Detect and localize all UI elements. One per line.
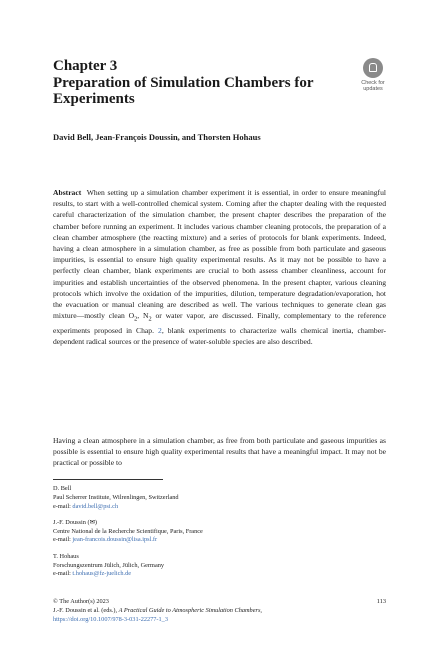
footnote-divider <box>53 479 163 480</box>
check-for-updates-icon <box>363 58 383 78</box>
chapter-ref-link[interactable]: 2 <box>158 325 162 335</box>
email-label: e-mail: <box>53 536 71 544</box>
affiliation-hohaus <box>53 553 386 579</box>
affiliation-name: T. Hohaus <box>53 552 79 560</box>
affiliation-institution: Paul Scherrer Institute, Wilrenlingen, Switzerland <box>53 493 179 501</box>
badge-line-1: Check for <box>361 80 385 86</box>
body-paragraph: Having a clean atmosphere in a simulation chamber, as free from both particulate and gaseous impurities as possible is essential to ensure high quality experimental results that have a meaningful impact. It may not be practical or possible to <box>53 436 386 468</box>
affiliation-institution: Forschungszentrum Jülich, Jülich, Germany <box>53 561 165 569</box>
doi-link[interactable]: https://doi.org/10.1007/978-3-031-22277-1_3 <box>53 615 168 623</box>
abstract-text-2: or water vapor, are discussed. Finally, complementary to the reference experiments proposed in Chap. <box>53 311 387 335</box>
affiliation-institution: Centre National de la Recherche Scientifique, Paris, France <box>53 527 203 535</box>
check-for-updates-badge[interactable] <box>356 58 390 96</box>
abstract-text: When setting up a simulation chamber experiment it is essential, in order to ensure meaningful results, to start with a well-controlled chemical system. Coming after the chapter dealing with the requested careful characterization of the simulation chamber, the present chapter describes the preparation of the chamber before running an experiment. It includes various chamber cleaning protocols, the preparation of a clean chamber atmosphere (the reacting mixture) and a series of protocols for blank experiments. Indeed, having a clean atmosphere in a simulation chamber, as free as possible from both particulate and gaseous impurities, is essential to ensure high quality experimental results. As it may not be possible to have a perfectly clean chamber, blank experiments are crucial to both assess chamber cleanliness, account for impurities and establish uncertainties of the observed phenomena. In the present chapter, various cleaning protocols which involve the oxidation of the impurities, dilution, temperature degradation/evaporation, hot the evacuation or manual cleaning are described as well. The various techniques to generate clean gas mixture—mostly clean O <box>53 188 386 321</box>
abstract-sub-o2: 2 <box>134 315 138 323</box>
badge-line-2: updates <box>363 86 383 92</box>
email-link[interactable]: david.bell@psi.ch <box>72 502 119 510</box>
citation: J.-F. Doussin et al. (eds.), A Practical Guide to Atmospheric Simulation Chambers, <box>53 606 262 614</box>
abstract-sub-n2: 2 <box>148 315 152 323</box>
abstract-label: Abstract <box>53 188 82 197</box>
abstract-mid: , N <box>137 311 149 321</box>
email-label: e-mail: <box>53 502 71 510</box>
affiliation-name: D. Bell <box>53 485 72 492</box>
affiliation-doussin <box>53 519 386 545</box>
abstract-text-3: , blank experiments to characterize walls chemical inertia, chamber-dependent radical sources or the presence of water-soluble species are also described. <box>53 325 386 347</box>
affiliations <box>53 485 386 587</box>
page-footer <box>53 598 386 624</box>
chapter-title: Preparation of Simulation Chambers for Experiments <box>53 75 314 107</box>
chapter-number: Chapter 3 <box>53 58 118 74</box>
affiliation-name: J.-F. Doussin (✉) <box>53 518 97 526</box>
affiliation-bell <box>53 485 386 511</box>
book-title: A Practical Guide to Atmospheric Simulation Chambers <box>118 606 261 614</box>
copyright: © The Author(s) 2023 <box>53 598 109 605</box>
email-link[interactable]: jean-francois.doussin@lisa.ipsl.fr <box>72 536 158 544</box>
page-number: 113 <box>376 598 386 605</box>
abstract-paragraph <box>53 187 386 347</box>
email-link[interactable]: t.hohaus@fz-juelich.de <box>72 570 132 578</box>
authors-line: David Bell, Jean-François Doussin, and Thorsten Hohaus <box>53 132 261 142</box>
email-label: e-mail: <box>53 570 71 578</box>
